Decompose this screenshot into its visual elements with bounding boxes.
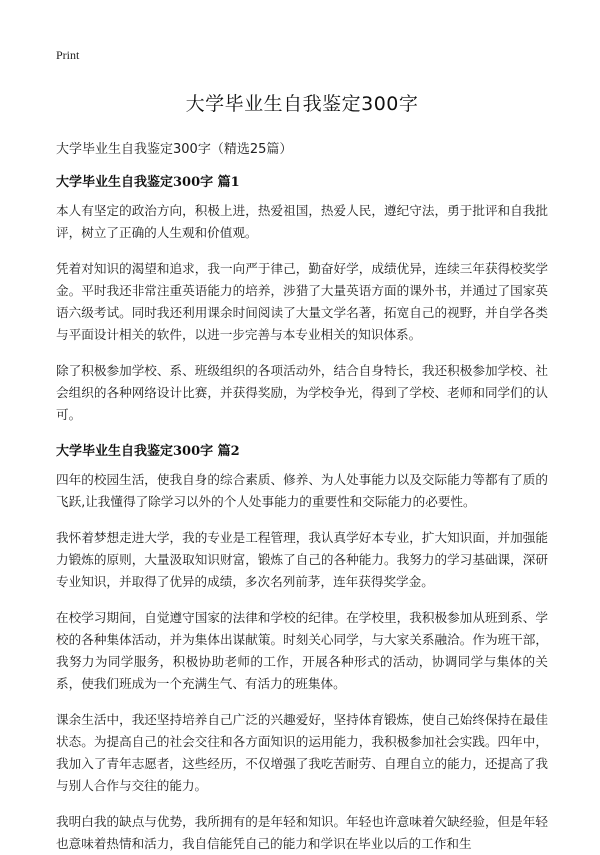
- paragraph: 课余生活中，我还坚持培养自己广泛的兴趣爱好，坚持体育锻炼，使自己始终保持在最佳状态。为提高自己的社会交往和各方面知识的运用能力，我积极参加社会实践。四年中，我加入了青年志愿者，这些经历，不仅增强了我吃苦耐劳、自理自立的能力，还提高了我与别人合作与交往的能力。: [56, 712, 548, 793]
- paragraph: 我怀着梦想走进大学，我的专业是工程管理，我认真学好本专业，扩大知识面，并加强能力锻炼的原则，大量汲取知识财富，锻炼了自己的各种能力。我努力的学习基础课，深研专业知识，并取得了优异的成绩，多次名列前茅，连年获得奖学金。: [56, 530, 548, 589]
- paragraph: 凭着对知识的渴望和追求，我一向严于律己，勤奋好学，成绩优异，连续三年获得校奖学金。平时我还非常注重英语能力的培养，涉猎了大量英语方面的课外书，并通过了国家英语六级考试。同时我还利用课余时间阅读了大量文学名著，拓宽自己的视野，并自学各类与平面设计相关的软件，以进一步完善与本专业相关的知识体系。: [56, 261, 548, 342]
- paragraph: 在校学习期间，自觉遵守国家的法律和学校的纪律。在学校里，我积极参加从班到系、学校的各种集体活动，并为集体出谋献策。时刻关心同学，与大家关系融洽。作为班干部，我努力为同学服务，积极协助老师的工作，开展各种形式的活动，协调同学与集体的关系，使我们班成为一个充满生气、有活力的班集体。: [56, 610, 548, 691]
- page-title: 大学毕业生自我鉴定300字: [185, 93, 419, 115]
- section-heading-2: 大学毕业生自我鉴定300字 篇2: [56, 444, 240, 459]
- paragraph: 四年的校园生活，使我自身的综合素质、修养、为人处事能力以及交际能力等都有了质的飞跃,让我懂得了除学习以外的个人处事能力的重要性和交际能力的必要性。: [56, 472, 548, 509]
- paragraph: 本人有坚定的政治方向，积极上进，热爱祖国，热爱人民，遵纪守法，勇于批评和自我批评，树立了正确的人生观和价值观。: [56, 203, 548, 240]
- print-link[interactable]: Print: [56, 48, 80, 62]
- paragraph: 我明白我的缺点与优势，我所拥有的是年轻和知识。年轻也许意味着欠缺经验，但是年轻也意味着热情和活力，我自信能凭自己的能力和学识在毕业以后的工作和生: [56, 814, 548, 851]
- document-subtitle: 大学毕业生自我鉴定300字（精选25篇）: [56, 142, 293, 157]
- section-heading-1: 大学毕业生自我鉴定300字 篇1: [56, 175, 240, 190]
- paragraph: 除了积极参加学校、系、班级组织的各项活动外，结合自身特长，我还积极参加学校、社会组织的各种网络设计比赛，并获得奖励，为学校争光，得到了学校、老师和同学们的认可。: [56, 363, 548, 422]
